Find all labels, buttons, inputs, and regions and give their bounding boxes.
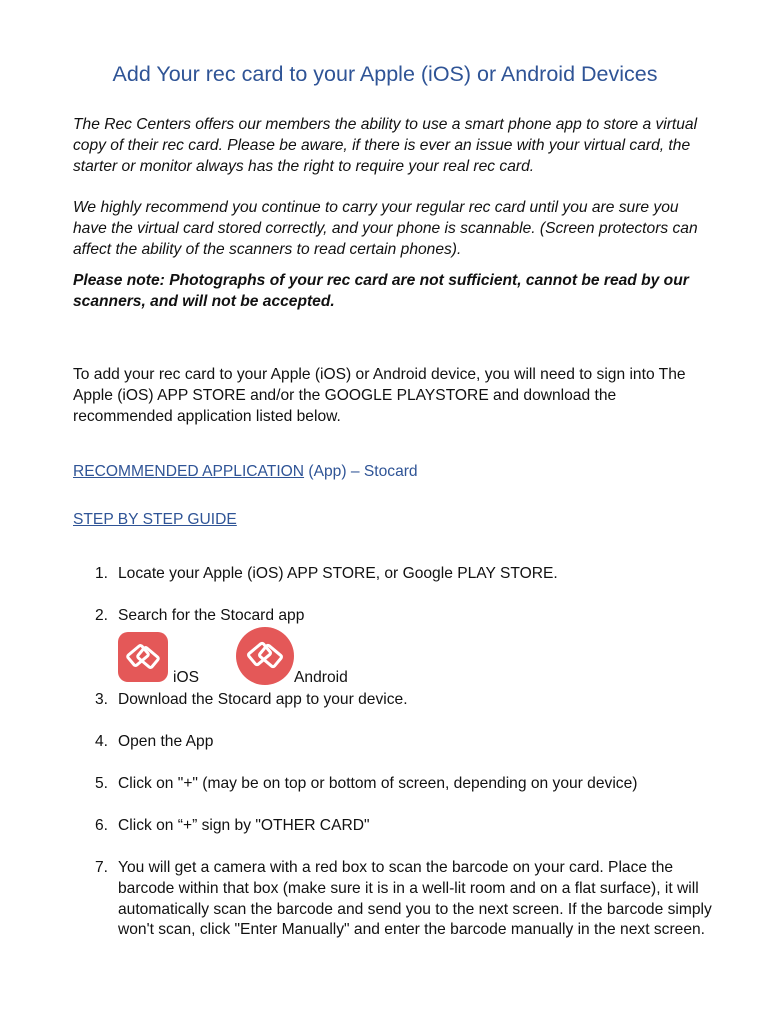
step-number: 7. (95, 859, 109, 876)
step-number: 2. (95, 607, 109, 624)
page-title: Add Your rec card to your Apple (iOS) or Android Devices (112, 62, 658, 86)
recommended-application-link[interactable]: RECOMMENDED APPLICATION (73, 463, 305, 480)
step-guide-line (73, 511, 237, 529)
step-number: 1. (95, 565, 109, 582)
step-text: Click on "+" (may be on top or bottom of screen, depending on your device) (118, 775, 638, 792)
recommended-app-line (73, 463, 418, 481)
intro-paragraph-2: We highly recommend you continue to carry your regular rec card until you are sure you have the virtual card stored correctly, and your phone is scannable. (Screen protectors can affect the ability of the scanners to read certain phones). (73, 199, 698, 258)
step-text: Download the Stocard app to your device. (118, 691, 408, 708)
intro-paragraph-1: The Rec Centers offers our members the ability to use a smart phone app to store a virtual copy of their rec card. Please be aware, if there is ever an issue with your virtual card, the starter or monitor always has the right to require your real rec card. (73, 116, 698, 175)
step-number: 3. (95, 691, 109, 708)
step-number: 5. (95, 775, 109, 792)
ios-label: iOS (173, 669, 199, 686)
android-label: Android (294, 669, 348, 686)
recommended-app-name: (App) – Stocard (304, 463, 418, 480)
step-text: You will get a camera with a red box to scan the barcode on your card. Place the barcode within that box (make sure it is in a well-lit room and on a flat surface), it will automatically scan the barcode and send you to the next screen. If the barcode simply won't scan, click "Enter Manually" and enter the barcode manually in the next screen. (118, 859, 712, 939)
step-text: Open the App (118, 733, 214, 750)
step-text: Search for the Stocard app (118, 607, 305, 624)
photo-note: Please note: Photographs of your rec card are not sufficient, cannot be read by our scanners, and will not be accepted. (73, 272, 689, 310)
stocard-ios-icon (118, 632, 168, 682)
step-text: Locate your Apple (iOS) APP STORE, or Google PLAY STORE. (118, 565, 558, 582)
stocard-android-icon (236, 627, 294, 685)
step-number: 4. (95, 733, 109, 750)
step-text: Click on “+” sign by "OTHER CARD" (118, 817, 370, 834)
instructions-paragraph: To add your rec card to your Apple (iOS) or Android device, you will need to sign into The Apple (iOS) APP STORE and/or the GOOGLE PLAYSTORE and download the recommended application listed below. (73, 366, 686, 425)
step-number: 6. (95, 817, 109, 834)
step-by-step-guide-link[interactable]: STEP BY STEP GUIDE (73, 511, 237, 528)
